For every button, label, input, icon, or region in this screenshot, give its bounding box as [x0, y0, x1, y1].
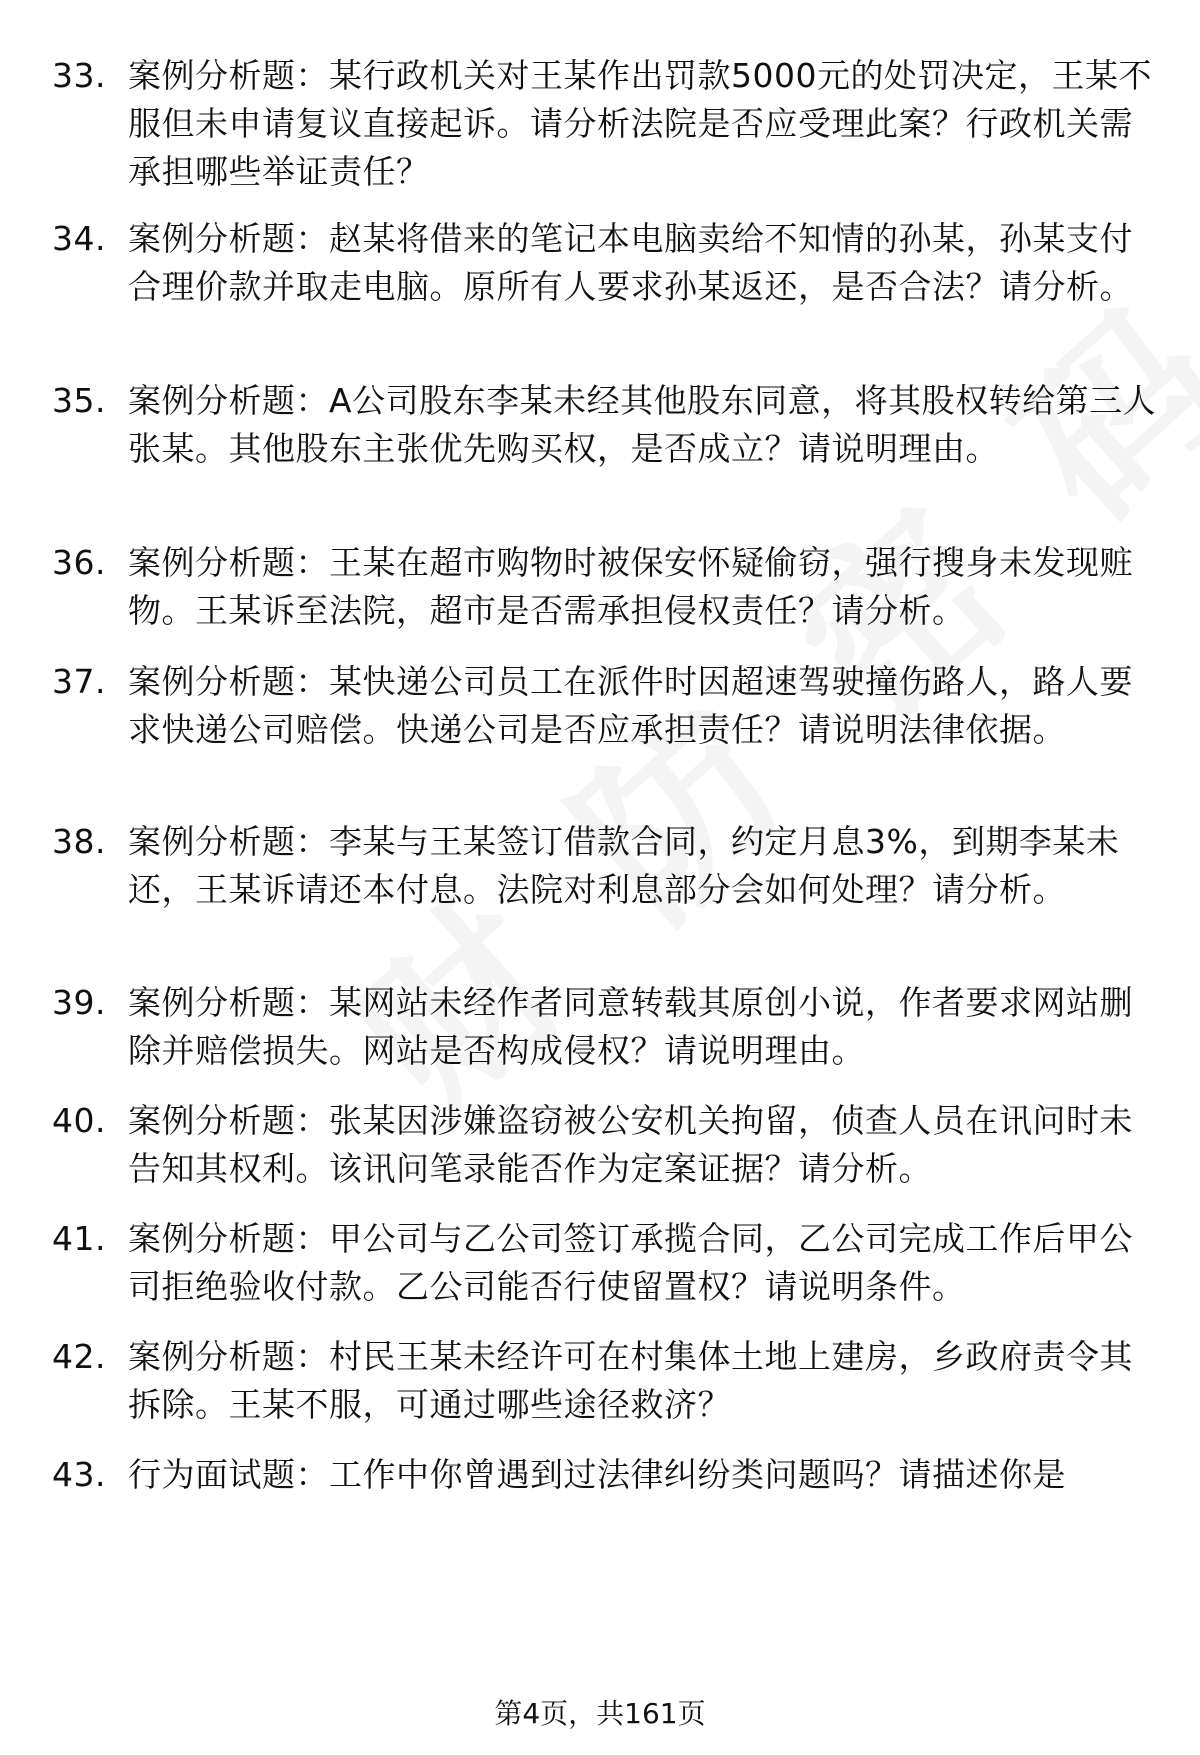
- question-text: 案例分析题：王某在超市购物时被保安怀疑偷窃，强行搜身未发现赃物。王某诉至法院，超市是否需承担侵权责任？请分析。: [128, 543, 1133, 630]
- question-text: 案例分析题：村民王某未经许可在村集体土地上建房，乡政府责令其拆除。王某不服，可通过哪些途径救济？: [128, 1337, 1133, 1424]
- page-footer: 第4页，共161页: [494, 1697, 706, 1730]
- question-text: 案例分析题：某网站未经作者同意转载其原创小说，作者要求网站删除并赔偿损失。网站是否构成侵权？请说明理由。: [128, 983, 1133, 1070]
- question-number: 43.: [52, 1455, 106, 1494]
- question-number: 39.: [52, 983, 106, 1022]
- question-number: 36.: [52, 543, 106, 582]
- question-text: 案例分析题：A公司股东李某未经其他股东同意，将其股权转给第三人张某。其他股东主张优先购买权，是否成立？请说明理由。: [128, 381, 1157, 468]
- question-number: 34.: [52, 219, 106, 258]
- question-number: 33.: [52, 56, 106, 95]
- question-text: 案例分析题：赵某将借来的笔记本电脑卖给不知情的孙某，孙某支付合理价款并取走电脑。原所有人要求孙某返还，是否合法？请分析。: [128, 219, 1133, 306]
- question-number: 41.: [52, 1219, 106, 1258]
- question-text: 案例分析题：某快递公司员工在派件时因超速驾驶撞伤路人，路人要求快递公司赔偿。快递公司是否应承担责任？请说明法律依据。: [128, 662, 1133, 749]
- question-text: 案例分析题：甲公司与乙公司签订承揽合同，乙公司完成工作后甲公司拒绝验收付款。乙公司能否行使留置权？请说明条件。: [128, 1219, 1133, 1306]
- question-text: 案例分析题：某行政机关对王某作出罚款5000元的处罚决定，王某不服但未申请复议直接起诉。请分析法院是否应受理此案？行政机关需承担哪些举证责任？: [128, 56, 1152, 191]
- question-number: 35.: [52, 381, 106, 420]
- question-text: 案例分析题：张某因涉嫌盗窃被公安机关拘留，侦查人员在讯问时未告知其权利。该讯问笔录能否作为定案证据？请分析。: [128, 1101, 1133, 1188]
- question-text: 行为面试题：工作中你曾遇到过法律纠纷类问题吗？请描述你是: [128, 1455, 1066, 1494]
- question-text: 案例分析题：李某与王某签订借款合同，约定月息3%，到期李某未还，王某诉请还本付息。法院对利息部分会如何处理？请分析。: [128, 822, 1120, 909]
- question-number: 38.: [52, 822, 106, 861]
- question-number: 40.: [52, 1101, 106, 1140]
- question-number: 42.: [52, 1337, 106, 1376]
- question-number: 37.: [52, 662, 106, 701]
